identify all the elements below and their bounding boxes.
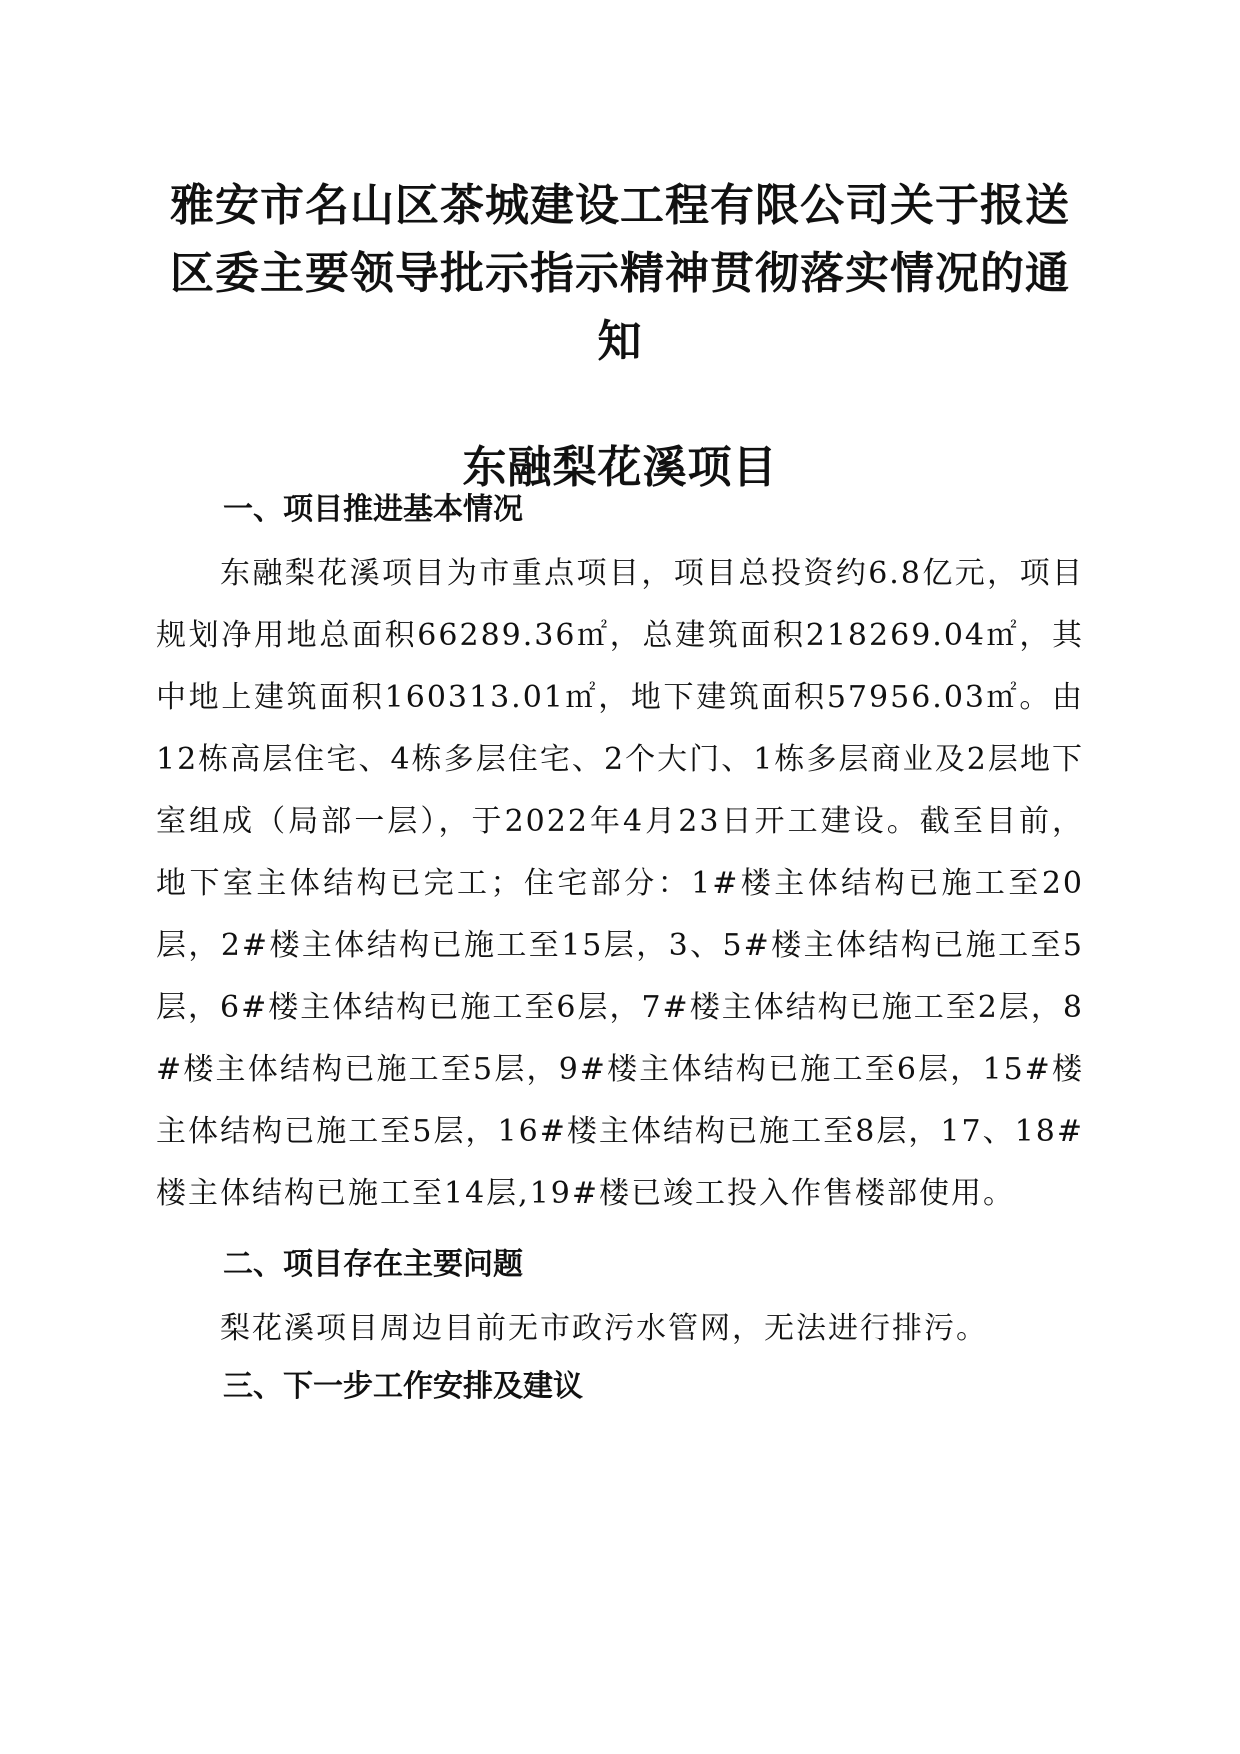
document-title: 雅安市名山区茶城建设工程有限公司关于报送区委主要领导批示指示精神贯彻落实情况的通知 (170, 180, 1070, 367)
project-subtitle: 东融梨花溪项目 (462, 442, 778, 493)
section-heading-basic-situation: 一、项目推进基本情况 (223, 492, 523, 527)
section-paragraph-main-problems: 梨花溪项目周边目前无市政污水管网，无法进行排污。 (220, 1311, 988, 1346)
section-paragraph-basic-situation: 东融梨花溪项目为市重点项目，项目总投资约6.8亿元，项目规划净用地总面积66289.36㎡，总建筑面积218269.04㎡，其中地上建筑面积160313.01㎡，地下建筑面积57956.03㎡。由12栋高层住宅、4栋多层住宅、2个大门、1栋多层商业及2层地下室组成（局部一层），于2022年4月23日开工建设。截至目前，地下室主体结构已完工；住宅部分：1#楼主体结构已施工至20层，2#楼主体结构已施工至15层，3、5#楼主体结构已施工至5层，6#楼主体结构已施工至6层，7#楼主体结构已施工至2层，8#楼主体结构已施工至5层，9#楼主体结构已施工至6层，15#楼主体结构已施工至5层，16#楼主体结构已施工至8层，17、18#楼主体结构已施工至14层,19#楼已竣工投入作售楼部使用。 (156, 556, 1084, 1211)
section-heading-next-steps: 三、下一步工作安排及建议 (223, 1369, 583, 1404)
section-heading-main-problems: 二、项目存在主要问题 (223, 1247, 523, 1282)
